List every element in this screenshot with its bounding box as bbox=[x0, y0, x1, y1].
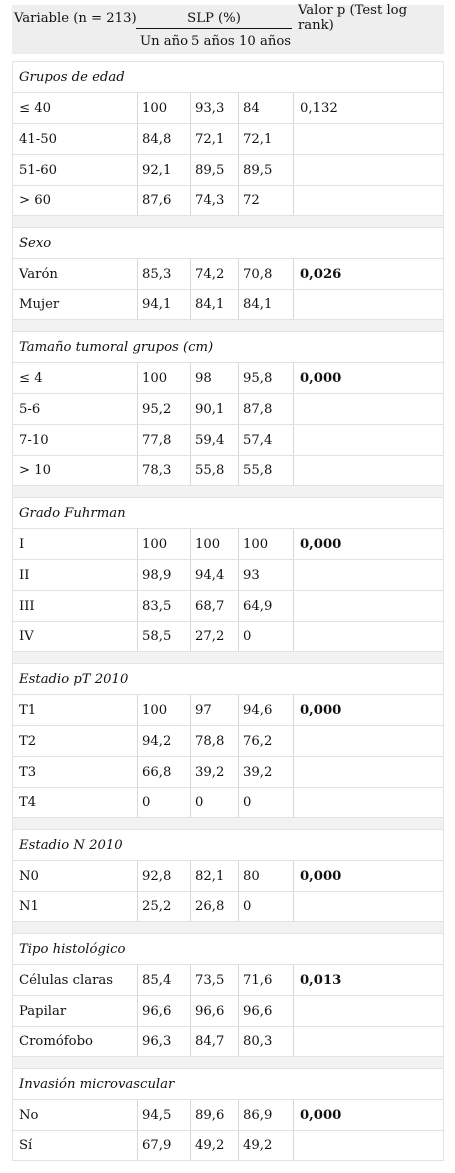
cell-pvalue: 0,000 bbox=[293, 1100, 445, 1130]
cell-1-year: 96,3 bbox=[137, 1027, 190, 1056]
cell-pvalue: 0,013 bbox=[293, 965, 445, 995]
group-title: Tamaño tumoral grupos (cm) bbox=[19, 339, 214, 355]
cell-pvalue: 0,000 bbox=[293, 363, 445, 393]
table-row bbox=[12, 725, 444, 756]
row-label: T3 bbox=[19, 764, 37, 780]
row-label: ≤ 40 bbox=[19, 100, 52, 116]
cell-pvalue bbox=[293, 1131, 445, 1160]
table-row bbox=[12, 756, 444, 787]
cell-5-years: 55,8 bbox=[190, 456, 238, 485]
table-row bbox=[12, 860, 444, 891]
table-row bbox=[12, 1130, 444, 1161]
cell-5-years: 59,4 bbox=[190, 425, 238, 455]
cell-1-year: 66,8 bbox=[137, 757, 190, 787]
cell-pvalue bbox=[293, 1027, 445, 1056]
cell-pvalue bbox=[293, 622, 445, 651]
table-row bbox=[12, 694, 444, 725]
group-spacer bbox=[12, 652, 444, 663]
cell-1-year: 58,5 bbox=[137, 622, 190, 651]
cell-pvalue: 0,132 bbox=[293, 93, 445, 123]
cell-pvalue bbox=[293, 425, 445, 455]
row-label: Mujer bbox=[19, 297, 60, 312]
group-header bbox=[12, 829, 444, 860]
cell-5-years: 93,3 bbox=[190, 93, 238, 123]
header-sub-1y: Un año bbox=[140, 34, 189, 49]
cell-5-years: 72,1 bbox=[190, 124, 238, 154]
row-label: I bbox=[19, 536, 25, 552]
header-sub-10y: 10 años bbox=[239, 34, 292, 49]
cell-10-years: 0 bbox=[238, 622, 293, 651]
cell-pvalue bbox=[293, 892, 445, 921]
group-header bbox=[12, 663, 444, 694]
row-label: 51-60 bbox=[19, 162, 58, 178]
row-label: Papilar bbox=[19, 1003, 67, 1019]
row-label: III bbox=[19, 598, 35, 614]
cell-10-years: 89,5 bbox=[238, 155, 293, 185]
cell-5-years: 98 bbox=[190, 363, 238, 393]
cell-1-year: 85,4 bbox=[137, 965, 190, 995]
table-row bbox=[12, 424, 444, 455]
cell-pvalue bbox=[293, 186, 445, 215]
cell-1-year: 94,1 bbox=[137, 290, 190, 319]
table-row bbox=[12, 621, 444, 652]
cell-1-year: 84,8 bbox=[137, 124, 190, 154]
row-label: T4 bbox=[19, 795, 37, 810]
cell-1-year: 0 bbox=[137, 788, 190, 817]
cell-10-years: 0 bbox=[238, 788, 293, 817]
table-row bbox=[12, 455, 444, 486]
row-label: Cromófobo bbox=[19, 1034, 93, 1049]
cell-5-years: 89,5 bbox=[190, 155, 238, 185]
table-row bbox=[12, 995, 444, 1026]
cell-1-year: 92,8 bbox=[137, 861, 190, 891]
cell-pvalue bbox=[293, 124, 445, 154]
table-row bbox=[12, 528, 444, 559]
cell-5-years: 26,8 bbox=[190, 892, 238, 921]
cell-1-year: 87,6 bbox=[137, 186, 190, 215]
cell-5-years: 84,7 bbox=[190, 1027, 238, 1056]
cell-10-years: 94,6 bbox=[238, 695, 293, 725]
group-title: Grado Fuhrman bbox=[19, 505, 126, 521]
row-label: 5-6 bbox=[19, 401, 41, 417]
cell-1-year: 25,2 bbox=[137, 892, 190, 921]
group-header bbox=[12, 61, 444, 92]
table-row bbox=[12, 362, 444, 393]
cell-10-years: 64,9 bbox=[238, 591, 293, 621]
group-header bbox=[12, 227, 444, 258]
cell-5-years: 49,2 bbox=[190, 1131, 238, 1160]
group-title: Invasión microvascular bbox=[19, 1076, 175, 1092]
row-label: IV bbox=[19, 629, 34, 644]
cell-1-year: 85,3 bbox=[137, 259, 190, 289]
cell-10-years: 72 bbox=[238, 186, 293, 215]
cell-pvalue bbox=[293, 996, 445, 1026]
header-pvalue: Valor p (Test log rank) bbox=[298, 3, 408, 33]
cell-10-years: 55,8 bbox=[238, 456, 293, 485]
group-title: Tipo histológico bbox=[19, 941, 126, 957]
cell-pvalue bbox=[293, 788, 445, 817]
cell-10-years: 86,9 bbox=[238, 1100, 293, 1130]
cell-10-years: 70,8 bbox=[238, 259, 293, 289]
cell-10-years: 80,3 bbox=[238, 1027, 293, 1056]
cell-1-year: 100 bbox=[137, 695, 190, 725]
header-slp: SLP (%) bbox=[187, 10, 241, 26]
table-row bbox=[12, 891, 444, 922]
cell-10-years: 95,8 bbox=[238, 363, 293, 393]
cell-pvalue: 0,000 bbox=[293, 861, 445, 891]
cell-5-years: 39,2 bbox=[190, 757, 238, 787]
cell-1-year: 100 bbox=[137, 529, 190, 559]
cell-pvalue bbox=[293, 456, 445, 485]
group-spacer bbox=[12, 922, 444, 933]
header-sub-5y: 5 años bbox=[191, 34, 235, 49]
cell-1-year: 98,9 bbox=[137, 560, 190, 590]
cell-10-years: 39,2 bbox=[238, 757, 293, 787]
group-spacer bbox=[12, 216, 444, 227]
table-row bbox=[12, 289, 444, 320]
row-label: ≤ 4 bbox=[19, 370, 43, 386]
cell-5-years: 96,6 bbox=[190, 996, 238, 1026]
group-title: Sexo bbox=[19, 235, 52, 251]
cell-5-years: 68,7 bbox=[190, 591, 238, 621]
group-header bbox=[12, 497, 444, 528]
cell-5-years: 74,3 bbox=[190, 186, 238, 215]
cell-5-years: 89,6 bbox=[190, 1100, 238, 1130]
cell-1-year: 94,5 bbox=[137, 1100, 190, 1130]
cell-10-years: 84 bbox=[238, 93, 293, 123]
group-spacer bbox=[12, 486, 444, 497]
table-row bbox=[12, 154, 444, 185]
cell-10-years: 87,8 bbox=[238, 394, 293, 424]
row-label: N0 bbox=[19, 868, 39, 884]
cell-pvalue: 0,026 bbox=[293, 259, 445, 289]
group-title: Estadio N 2010 bbox=[19, 837, 123, 853]
row-label: > 10 bbox=[19, 463, 52, 478]
row-label: No bbox=[19, 1107, 39, 1123]
cell-5-years: 90,1 bbox=[190, 394, 238, 424]
cell-5-years: 82,1 bbox=[190, 861, 238, 891]
table-row bbox=[12, 1099, 444, 1130]
group-title: Grupos de edad bbox=[19, 69, 125, 85]
cell-1-year: 94,2 bbox=[137, 726, 190, 756]
cell-10-years: 100 bbox=[238, 529, 293, 559]
cell-pvalue bbox=[293, 757, 445, 787]
cell-pvalue bbox=[293, 591, 445, 621]
cell-5-years: 78,8 bbox=[190, 726, 238, 756]
table-row bbox=[12, 559, 444, 590]
cell-pvalue bbox=[293, 394, 445, 424]
row-label: T1 bbox=[19, 702, 37, 718]
table-row bbox=[12, 393, 444, 424]
cell-10-years: 57,4 bbox=[238, 425, 293, 455]
cell-pvalue bbox=[293, 560, 445, 590]
group-spacer bbox=[12, 818, 444, 829]
cell-10-years: 71,6 bbox=[238, 965, 293, 995]
cell-10-years: 96,6 bbox=[238, 996, 293, 1026]
cell-10-years: 93 bbox=[238, 560, 293, 590]
table-row bbox=[12, 185, 444, 216]
cell-1-year: 78,3 bbox=[137, 456, 190, 485]
table-row bbox=[12, 1026, 444, 1057]
cell-5-years: 94,4 bbox=[190, 560, 238, 590]
cell-5-years: 97 bbox=[190, 695, 238, 725]
cell-10-years: 84,1 bbox=[238, 290, 293, 319]
cell-1-year: 100 bbox=[137, 93, 190, 123]
row-label: 41-50 bbox=[19, 131, 58, 147]
group-header bbox=[12, 1068, 444, 1099]
cell-1-year: 77,8 bbox=[137, 425, 190, 455]
cell-1-year: 83,5 bbox=[137, 591, 190, 621]
row-label: T2 bbox=[19, 733, 37, 749]
row-label: > 60 bbox=[19, 193, 52, 208]
cell-pvalue bbox=[293, 726, 445, 756]
row-label: Varón bbox=[19, 266, 58, 282]
group-spacer bbox=[12, 320, 444, 331]
group-spacer bbox=[12, 1057, 444, 1068]
header-variable: Variable (n = 213) bbox=[14, 10, 137, 26]
group-title: Estadio pT 2010 bbox=[19, 671, 129, 687]
cell-1-year: 96,6 bbox=[137, 996, 190, 1026]
cell-10-years: 80 bbox=[238, 861, 293, 891]
cell-1-year: 92,1 bbox=[137, 155, 190, 185]
table-row bbox=[12, 92, 444, 123]
cell-pvalue bbox=[293, 290, 445, 319]
cell-pvalue: 0,000 bbox=[293, 529, 445, 559]
group-header bbox=[12, 331, 444, 362]
group-header bbox=[12, 933, 444, 964]
cell-1-year: 67,9 bbox=[137, 1131, 190, 1160]
row-label: 7-10 bbox=[19, 432, 49, 448]
cell-pvalue: 0,000 bbox=[293, 695, 445, 725]
cell-5-years: 27,2 bbox=[190, 622, 238, 651]
table-row bbox=[12, 123, 444, 154]
cell-pvalue bbox=[293, 155, 445, 185]
cell-10-years: 72,1 bbox=[238, 124, 293, 154]
cell-1-year: 100 bbox=[137, 363, 190, 393]
cell-5-years: 0 bbox=[190, 788, 238, 817]
row-label: Sí bbox=[19, 1138, 33, 1153]
table-row bbox=[12, 258, 444, 289]
cell-10-years: 76,2 bbox=[238, 726, 293, 756]
row-label: Células claras bbox=[19, 972, 114, 988]
cell-5-years: 74,2 bbox=[190, 259, 238, 289]
table-header bbox=[12, 5, 444, 54]
cell-5-years: 73,5 bbox=[190, 965, 238, 995]
row-label: II bbox=[19, 567, 30, 583]
cell-10-years: 49,2 bbox=[238, 1131, 293, 1160]
cell-10-years: 0 bbox=[238, 892, 293, 921]
table-row bbox=[12, 590, 444, 621]
cell-5-years: 100 bbox=[190, 529, 238, 559]
cell-1-year: 95,2 bbox=[137, 394, 190, 424]
cell-5-years: 84,1 bbox=[190, 290, 238, 319]
table-row bbox=[12, 964, 444, 995]
table-row bbox=[12, 787, 444, 818]
row-label: N1 bbox=[19, 899, 39, 914]
